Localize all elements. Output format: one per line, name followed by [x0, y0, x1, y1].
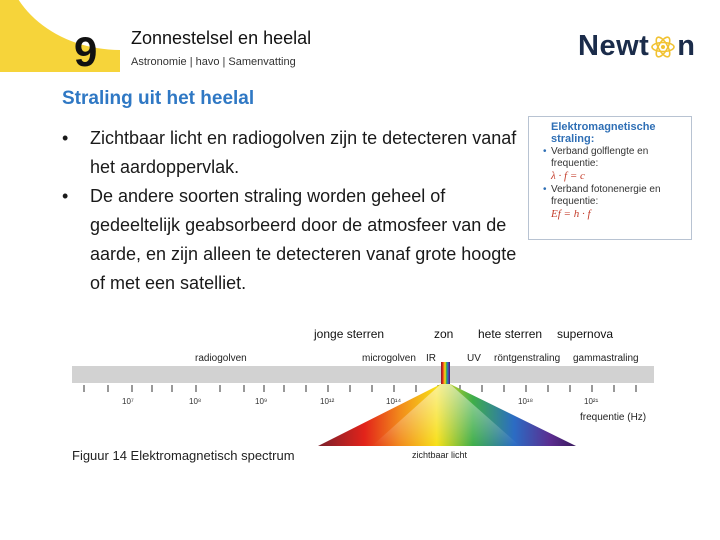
- info-title: Elektromagnetische straling:: [551, 121, 656, 145]
- band-label: microgolven: [362, 353, 416, 364]
- label-hot-stars: hete sterren: [478, 327, 543, 341]
- corner-mask: [0, 0, 120, 72]
- label-young-stars: jonge sterren: [314, 327, 385, 341]
- tick-label: 10¹⁸: [518, 397, 533, 406]
- info-item: • Verband fotonenergie en frequentie:: [543, 184, 685, 208]
- logo-text-right: n: [677, 30, 696, 62]
- bullet-list: [62, 124, 532, 298]
- spectrum-bar: [72, 366, 654, 383]
- tick-label: 10⁸: [189, 397, 202, 406]
- newton-logo: [578, 30, 696, 63]
- logo-text-left: Newt: [578, 30, 650, 62]
- label-supernova: supernova: [557, 327, 614, 341]
- tick-marks: [84, 385, 636, 392]
- label-sun: zon: [434, 327, 454, 341]
- visible-light-label: zichtbaar licht: [412, 450, 468, 460]
- tick-label: 10¹²: [320, 397, 335, 406]
- bullet-item: • De andere soorten straling worden geheel of gedeeltelijk geabsorbeerd door de atmosfeer van de aarde, en zijn alleen te detecteren vanaf grote hoogte of met een satelliet.: [62, 182, 532, 298]
- band-label: IR: [426, 353, 436, 364]
- info-box: [528, 116, 692, 240]
- tick-label: 10¹⁴: [386, 397, 401, 406]
- band-label: radiogolven: [195, 353, 247, 364]
- section-heading: Straling uit het heelal: [62, 88, 255, 109]
- axis-label: frequentie (Hz): [580, 412, 647, 423]
- info-item: • Verband golflengte en frequentie:: [543, 146, 685, 170]
- tick-label: 10²¹: [584, 397, 599, 406]
- page-title: Zonnestelsel en heelal: [131, 28, 312, 48]
- visible-strip: [441, 362, 450, 384]
- band-label: UV: [467, 353, 481, 364]
- formula-wavelength: λ · f = c: [551, 170, 585, 182]
- bullet-item: • Zichtbaar licht en radiogolven zijn te detecteren vanaf het aardoppervlak.: [62, 124, 532, 182]
- formula-photon-energy: Ef = h · f: [551, 208, 591, 220]
- tick-label: 10⁹: [255, 397, 268, 406]
- tick-label: 10⁷: [122, 397, 134, 406]
- figure-caption: Figuur 14 Elektromagnetisch spectrum: [72, 448, 295, 463]
- band-label: röntgenstraling: [494, 353, 561, 364]
- page-subtitle: Astronomie | havo | Samenvatting: [131, 56, 296, 68]
- spectrum-diagram: [0, 340, 720, 460]
- band-label: gammastraling: [573, 353, 639, 364]
- atom-icon: [650, 34, 676, 60]
- chapter-number: 9: [74, 28, 98, 75]
